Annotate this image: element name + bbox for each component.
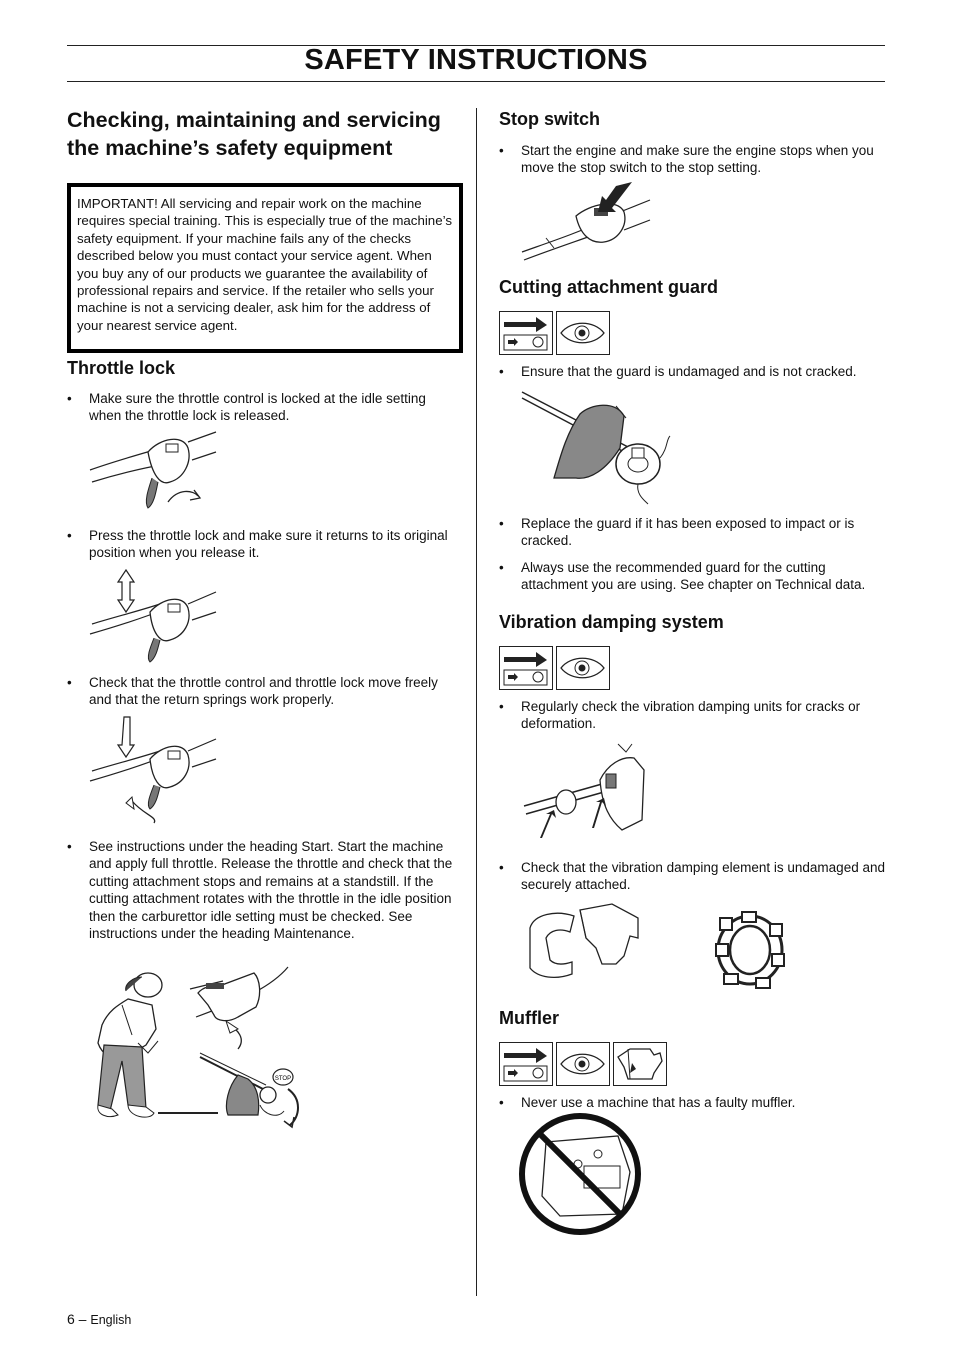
arrow-stop-icon — [499, 311, 553, 355]
section-title-line1: Checking, maintaining and servicing — [67, 108, 441, 132]
list-item: • Always use the recommended guard for the cutting attachment you are using. See chapter on Technical data. — [499, 560, 866, 593]
list-item: • Replace the guard if it has been exposed to impact or is cracked. — [499, 516, 855, 549]
list-item: • Start the engine and make sure the engine stops when you move the stop switch to the stop setting. — [499, 143, 874, 176]
stop-switch-illustration — [520, 182, 660, 267]
eye-icon — [556, 311, 610, 355]
list-item: • Make sure the throttle control is locked at the idle setting when the throttle lock is released. — [67, 391, 426, 424]
muffler-heading: Muffler — [499, 1008, 559, 1028]
list-item: • Ensure that the guard is undamaged and is not cracked. — [499, 364, 857, 379]
arrow-stop-icon — [499, 646, 553, 690]
eye-icon — [556, 1042, 610, 1086]
throttle-lock-illustration-1 — [88, 430, 223, 515]
vibration-damping-illustration — [522, 740, 647, 848]
section-title — [67, 106, 467, 162]
list-item: • Check that the vibration damping element is undamaged and securely attached. — [499, 860, 885, 893]
cutting-guard-illustration — [520, 388, 670, 506]
list-item: • Press the throttle lock and make sure it returns to its original position when you release it. — [67, 528, 448, 561]
eye-icon — [556, 646, 610, 690]
list-item: • Check that the throttle control and throttle lock move freely and that the return springs work properly. — [67, 675, 438, 708]
damping-element-illustration — [520, 898, 790, 998]
throttle-lock-heading: Throttle lock — [67, 358, 176, 378]
throttle-lock-illustration-2 — [88, 568, 223, 663]
list-item: • Never use a machine that has a faulty muffler. — [499, 1095, 796, 1110]
throttle-lock-illustration-3 — [88, 715, 223, 827]
arrow-stop-icon — [499, 1042, 553, 1086]
important-notice-box: IMPORTANT! All servicing and repair work on the machine requires special training. This is especially true of the machine’s safety equipment. If your machine fails any of the checks described below you must contact your service agent. When you buy any of our products we guarantee the availability of professional repairs and service. If the retailer who sells your machine is not a servicing dealer, ask him for the address of your nearest service agent. — [67, 183, 463, 353]
operator-start-check-illustration — [88, 965, 318, 1127]
vibration-heading: Vibration damping system — [499, 612, 724, 632]
stop-switch-heading: Stop switch — [499, 109, 601, 129]
list-item: • See instructions under the heading Start. Start the machine and apply full throttle. Release the throttle and check that the cutting attachment stops and remains at a standstill. If the cutting attachment rotates with the throttle in the idle position then the carburettor idle setting must be checked. See instructions under the heading Maintenance. — [67, 839, 453, 942]
page-header-title: SAFETY INSTRUCTIONS — [304, 44, 648, 76]
list-item: • Regularly check the vibration damping units for cracks or deformation. — [499, 699, 861, 732]
section-title-line2: the machine’s safety equipment — [67, 136, 393, 160]
page-language: English — [90, 1313, 132, 1327]
cutting-guard-heading: Cutting attachment guard — [499, 277, 718, 297]
header-rule-bottom — [67, 81, 885, 82]
page-footer — [67, 1311, 131, 1327]
column-divider — [476, 108, 477, 1296]
page-number: 6 – — [67, 1311, 87, 1327]
glove-icon — [613, 1042, 667, 1086]
no-sign-icon — [520, 1116, 642, 1238]
stop-label: STOP — [274, 1076, 292, 1082]
